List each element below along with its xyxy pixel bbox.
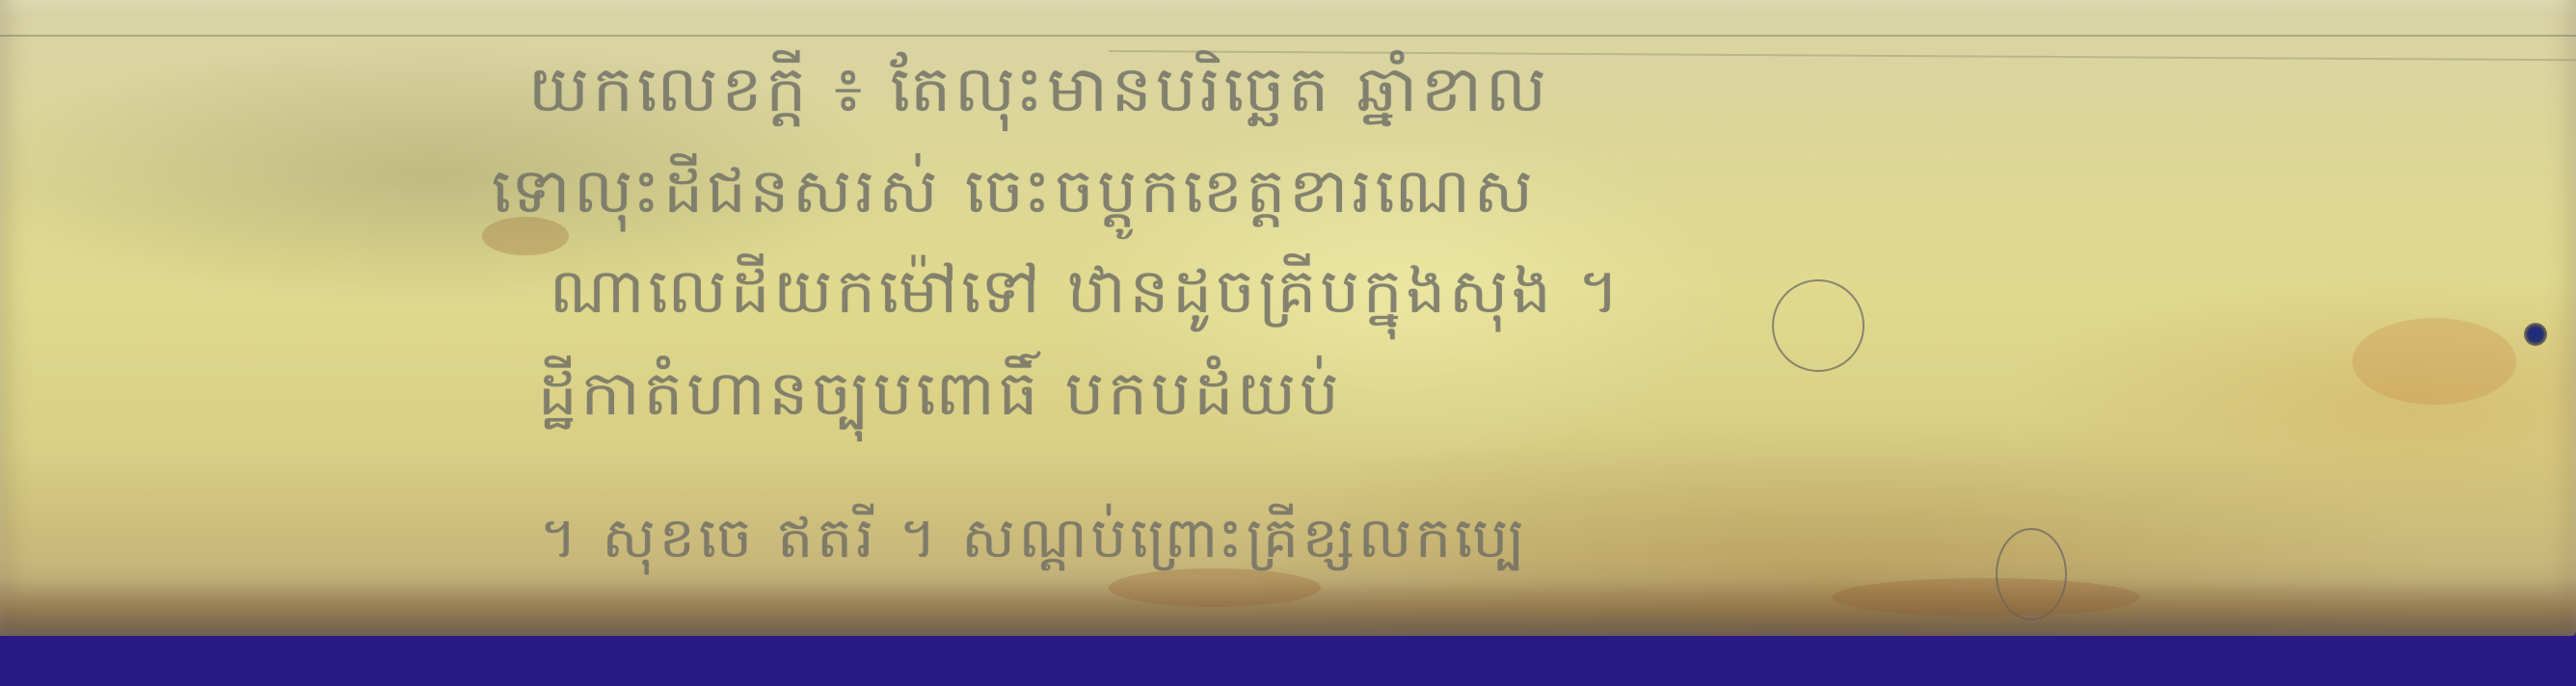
circled-glyph-upper [1772, 279, 1865, 372]
manuscript-line-1: យកលេខក្ដី ៖ តែលុះមានបរិច្ឆេត ឆ្នាំខាល [528, 52, 1550, 126]
manuscript-line-2: ទោលុះដីជនសរស់ ចេះចប្តូកខេត្ដខារណេស [492, 156, 1537, 227]
leaf-bottom-edge [0, 578, 2576, 636]
stain-right [2352, 318, 2516, 405]
ruled-line-top [0, 35, 2576, 37]
binding-hole [2524, 323, 2547, 346]
manuscript-line-4: ដ្ឋីកាតំ​ហានច្បុបពោធិ៍ បកបដំយប់ [538, 358, 1343, 430]
manuscript-line-3: ណាលេដីយកម៉ៅទៅ ឋានដូចគ្រីបក្នុងសុង ។ [550, 256, 1623, 328]
manuscript-line-5: ។ សុខចេ ឥតរី ។ សណ្ដប់ព្រោះគ្រីខ្សលកប្បេ [540, 505, 1529, 570]
